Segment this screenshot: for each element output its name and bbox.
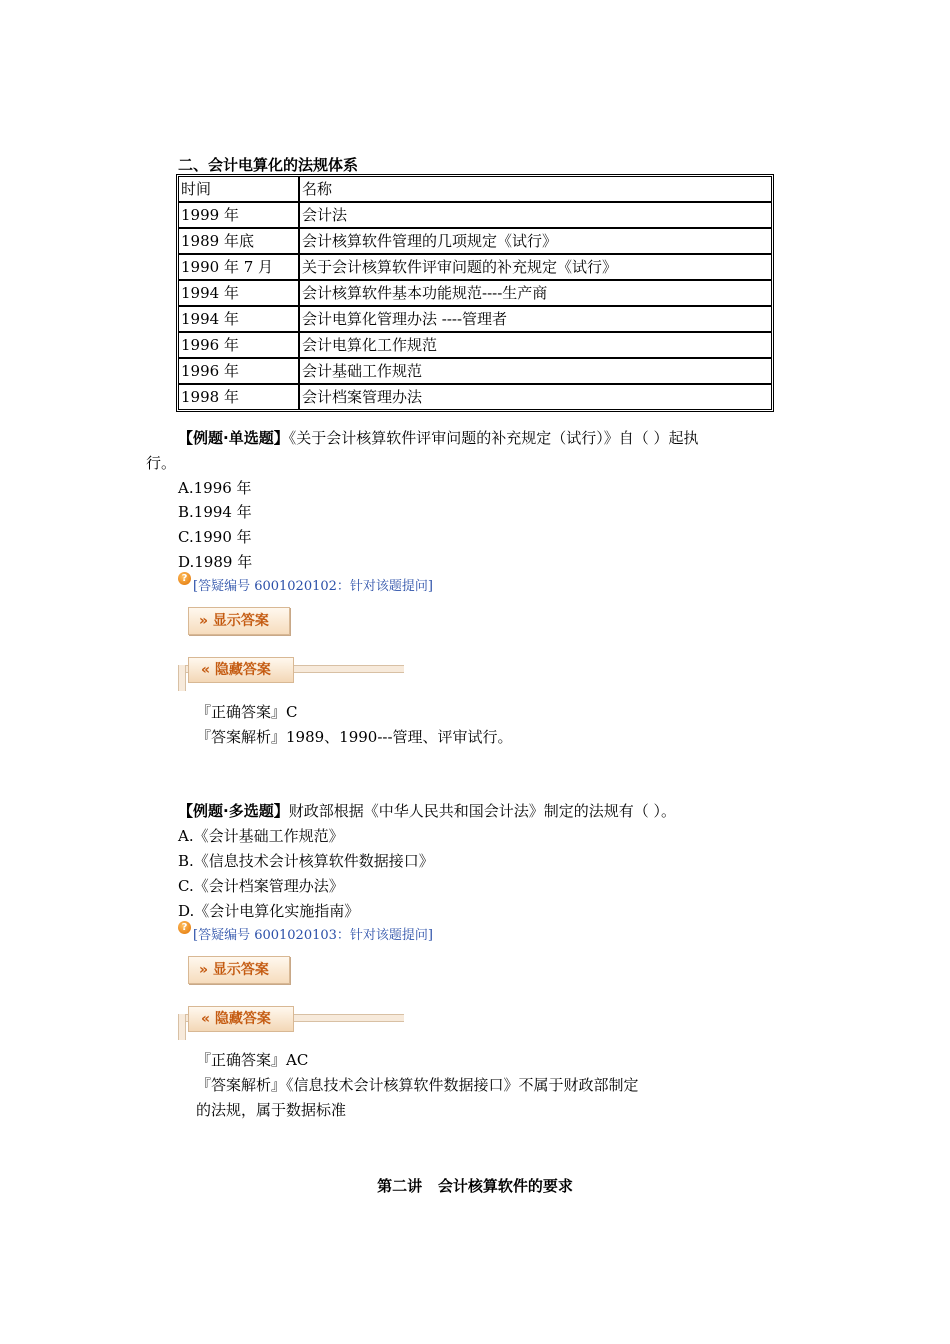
q2-option-a: A.《会计基础工作规范》 xyxy=(178,827,344,845)
q1-show-answer-button[interactable]: » 显示答案 xyxy=(188,607,290,635)
row-name: 会计电算化工作规范 xyxy=(299,332,772,358)
row-name: 关于会计核算软件评审问题的补充规定《试行》 xyxy=(299,254,772,280)
header-name: 名称 xyxy=(299,176,772,202)
table-row xyxy=(178,202,772,228)
q2-analysis-line1: 『答案解析』《信息技术会计核算软件数据接口》不属于财政部制定 xyxy=(196,1076,639,1094)
row-time: 1998 年 xyxy=(178,384,299,410)
q2-option-d: D.《会计电算化实施指南》 xyxy=(178,902,360,920)
question-circle-icon: ? xyxy=(178,572,191,585)
table-row xyxy=(178,332,772,358)
table-row xyxy=(178,254,772,280)
q2-analysis-line2: 的法规，属于数据标准 xyxy=(196,1101,347,1119)
q2-show-answer-button[interactable]: » 显示答案 xyxy=(188,956,290,984)
q1-option-a: A.1996 年 xyxy=(178,479,252,497)
q1-correct-answer: 『正确答案』C xyxy=(196,703,298,721)
table-row xyxy=(178,306,772,332)
row-name: 会计核算软件管理的几项规定《试行》 xyxy=(299,228,772,254)
q2-option-c: C.《会计档案管理办法》 xyxy=(178,877,344,895)
row-name: 会计核算软件基本功能规范----生产商 xyxy=(299,280,772,306)
q1-hide-answer-bar xyxy=(178,657,406,693)
q2-ask-link[interactable]: [答疑编号 6001020103：针对该题提问] xyxy=(193,928,433,943)
q1-tag: 【例题·单选题】 xyxy=(178,429,289,447)
q2-correct-answer: 『正确答案』AC xyxy=(196,1051,309,1069)
q1-stem-line1: 《关于会计核算软件评审问题的补充规定（试行）》自（ ）起执 xyxy=(288,429,699,447)
question-circle-icon: ? xyxy=(178,921,191,934)
table-row xyxy=(178,280,772,306)
table-header-row xyxy=(178,176,772,202)
row-name: 会计电算化管理办法 ----管理者 xyxy=(299,306,772,332)
q1-analysis: 『答案解析』1989、1990---管理、评审试行。 xyxy=(196,728,513,746)
q1-option-c: C.1990 年 xyxy=(178,528,252,546)
header-time: 时间 xyxy=(178,176,299,202)
hide-bar-left xyxy=(178,1014,186,1040)
row-name: 会计基础工作规范 xyxy=(299,358,772,384)
row-name: 会计档案管理办法 xyxy=(299,384,772,410)
regulation-table xyxy=(176,174,774,412)
q1-ask-link[interactable]: [答疑编号 6001020102：针对该题提问] xyxy=(193,579,433,594)
q2-hide-answer-button[interactable]: « 隐藏答案 xyxy=(188,1006,294,1032)
q2-stem xyxy=(178,800,676,821)
row-time: 1989 年底 xyxy=(178,228,299,254)
row-time: 1994 年 xyxy=(178,280,299,306)
row-time: 1990 年 7 月 xyxy=(178,254,299,280)
q2-option-b: B.《信息技术会计核算软件数据接口》 xyxy=(178,852,434,870)
lecture-title: 第二讲 会计核算软件的要求 xyxy=(377,1177,573,1195)
table-row xyxy=(178,358,772,384)
row-time: 1999 年 xyxy=(178,202,299,228)
q1-option-d: D.1989 年 xyxy=(178,553,253,571)
q1-stem-line2: 行。 xyxy=(146,454,177,472)
table-row xyxy=(178,228,772,254)
q2-stem-text: 财政部根据《中华人民共和国会计法》制定的法规有（ ）。 xyxy=(288,802,676,820)
q1-hide-answer-button[interactable]: « 隐藏答案 xyxy=(188,657,294,683)
q2-tag: 【例题·多选题】 xyxy=(178,802,289,820)
q1-stem xyxy=(178,427,698,448)
row-time: 1994 年 xyxy=(178,306,299,332)
row-time: 1996 年 xyxy=(178,332,299,358)
section-title: 二、会计电算化的法规体系 xyxy=(178,156,359,174)
hide-bar-left xyxy=(178,665,186,691)
table-row xyxy=(178,384,772,410)
q1-option-b: B.1994 年 xyxy=(178,503,252,521)
row-name: 会计法 xyxy=(299,202,772,228)
q2-hide-answer-bar xyxy=(178,1006,406,1042)
row-time: 1996 年 xyxy=(178,358,299,384)
